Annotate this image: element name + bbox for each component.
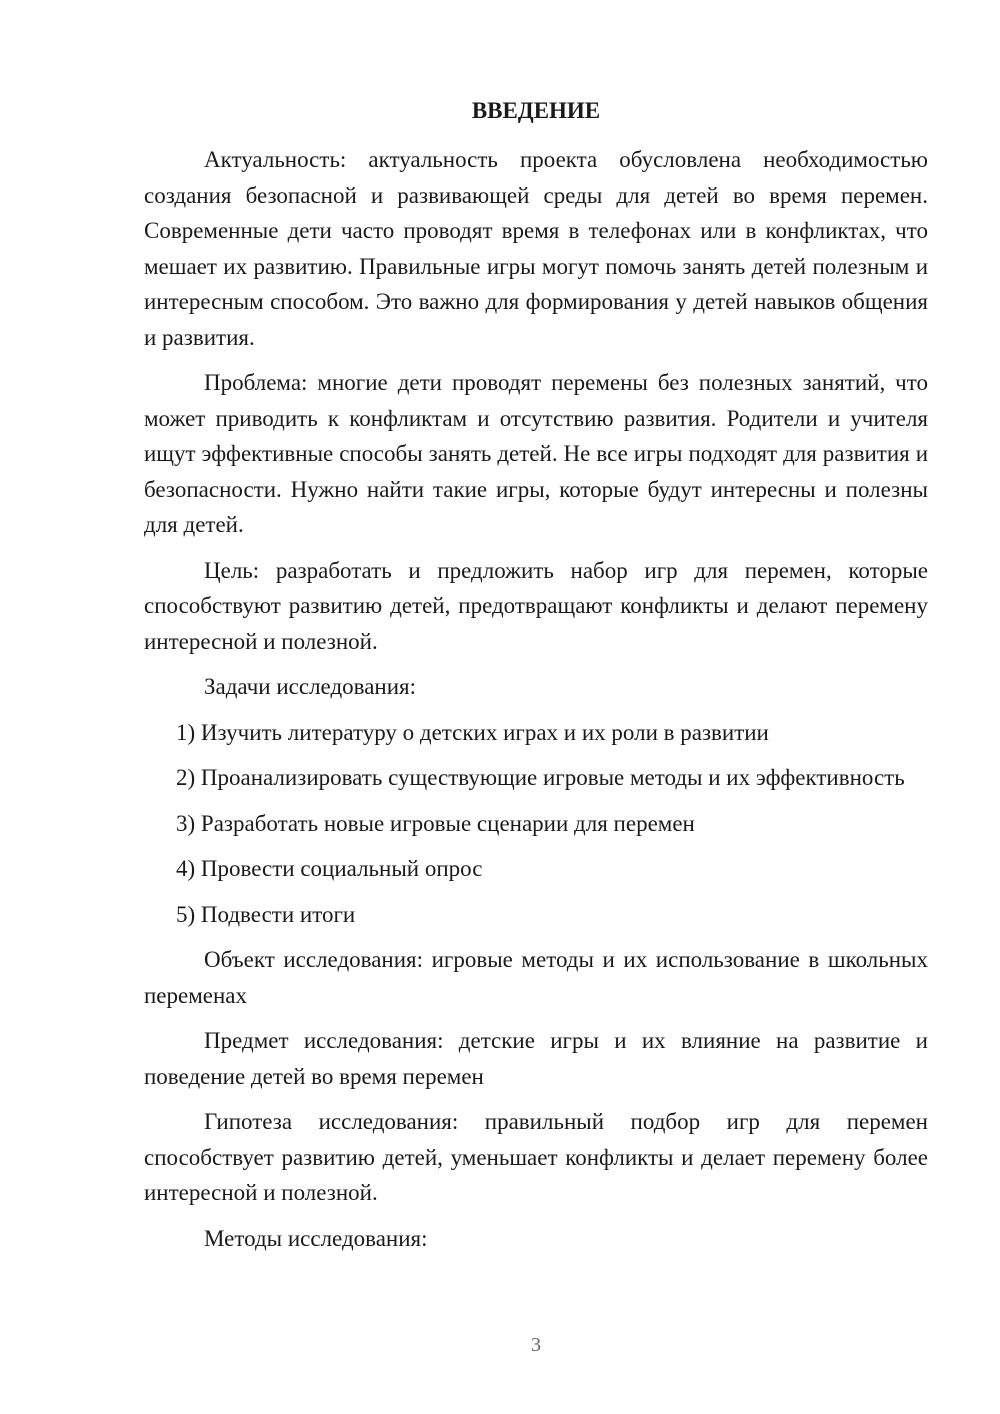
- paragraph-object: Объект исследования: игровые методы и их использование в школьных переменах: [144, 947, 928, 1008]
- paragraph-goal: Цель: разработать и предложить набор игр для перемен, которые способствуют развитию детей, предотвращают конфликты и делают перемену интересной и полезной.: [144, 557, 928, 654]
- paragraph-methods: Методы исследования:: [204, 1225, 428, 1251]
- page-content: [144, 94, 928, 1266]
- task-item-3: 3) Разработать новые игровые сценарии для перемен: [176, 810, 695, 836]
- task-item-4: 4) Провести социальный опрос: [176, 856, 483, 881]
- paragraph-subject: Предмет исследования: детские игры и их влияние на развитие и поведение детей во время перемен: [144, 1028, 928, 1089]
- task-item-1: 1) Изучить литературу о детских играх и их роли в развитии: [176, 719, 769, 745]
- task-item-5: 5) Подвести итоги: [176, 901, 356, 927]
- task-item-2: 2) Проанализировать существующие игровые методы и их эффективность: [176, 765, 905, 790]
- paragraph-problem: Проблема: многие дети проводят перемены без полезных занятий, что может приводить к конфликтам и отсутствию развития. Родители и учителя ищут эффективные способы занять детей. Не все игры подходят для развития и безопасности. Нужно найти такие игры, которые будут интересны и полезны для детей.: [144, 370, 928, 537]
- paragraph-hypothesis: Гипотеза исследования: правильный подбор игр для перемен способствует развитию детей, уменьшает конфликты и делает перемену более интересной и полезной.: [144, 1109, 928, 1205]
- section-title: ВВЕДЕНИЕ: [471, 98, 601, 123]
- page-number: 3: [531, 1334, 541, 1356]
- paragraph-tasks-heading: Задачи исследования:: [204, 674, 417, 699]
- paragraph-relevance: Актуальность: актуальность проекта обусловлена необходимостью создания безопасной и развивающей среды для детей во время перемен. Современные дети часто проводят время в телефонах или в конфликтах, что мешает их развитию. Правильные игры могут помочь занять детей полезным и интересным способом. Это важно для формирования у детей навыков общения и развития.: [144, 147, 928, 350]
